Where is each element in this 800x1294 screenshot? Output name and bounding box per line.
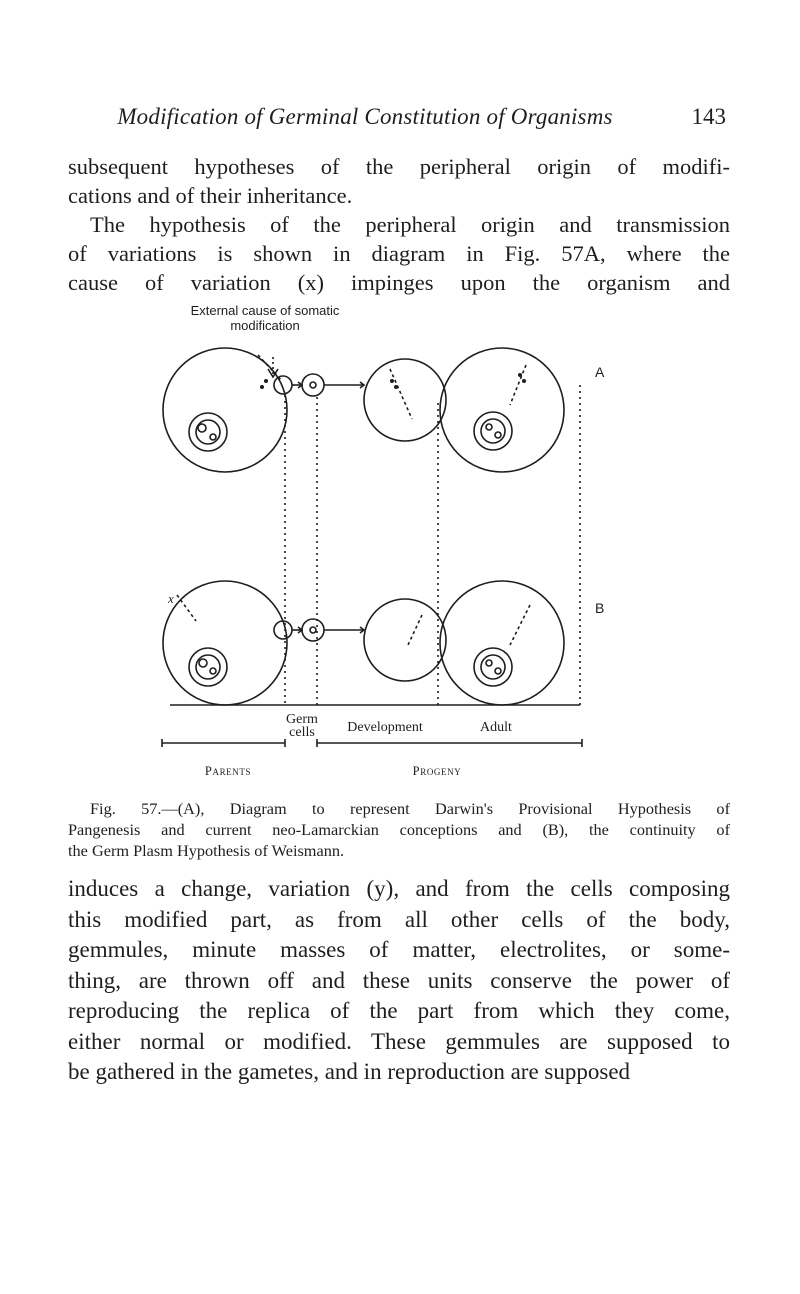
- adult-organism-b: [364, 599, 446, 681]
- caption-line: Pangenesis and current neo-Lamarckian conceptions and (B), the continuity of: [68, 820, 730, 839]
- gamete-cluster-icon: [189, 648, 227, 686]
- figure-caption: [68, 798, 730, 861]
- paragraph-line: subsequent hypotheses of the peripheral origin of modifi-: [68, 154, 730, 179]
- figure-diagram: [150, 285, 620, 780]
- germ-cell-a: [274, 376, 292, 394]
- label-a: A: [595, 364, 605, 380]
- germ-cell-b: [274, 621, 292, 639]
- developing-embryo-b: [302, 619, 324, 641]
- paragraph-1: [68, 152, 730, 210]
- gamete-cluster-icon: [189, 413, 227, 451]
- external-cause-label: External cause of somatic: [190, 303, 340, 318]
- paragraph-line: induces a change, variation (y), and from the cells composing: [68, 876, 730, 901]
- paragraph-3: [68, 874, 730, 1088]
- running-title: Modification of Germinal Constitution of Organisms: [117, 104, 613, 129]
- germ-cells-label: Germ: [286, 712, 318, 727]
- label-x: x: [168, 591, 174, 606]
- paragraph-line: cations and of their inheritance.: [68, 183, 353, 208]
- paragraph-line: this modified part, as from all other cells of the body,: [68, 906, 730, 932]
- parent-organism-a-left: [163, 348, 287, 472]
- running-head: [70, 104, 730, 138]
- paragraph-line: The hypothesis of the peripheral origin and transmission: [90, 212, 730, 237]
- germ-cells-label-2: cells: [289, 725, 315, 740]
- paragraph-line: of variations is shown in diagram in Fig. 57A, where the: [68, 241, 730, 266]
- paragraph-line: either normal or modified. These gemmules are supposed to: [68, 1028, 730, 1054]
- gamete-cluster-icon: [474, 412, 512, 450]
- external-cause-label-2: modification: [230, 318, 300, 333]
- parents-label: Parents: [204, 764, 252, 778]
- gamete-cluster-icon: [474, 648, 512, 686]
- parent-organism-a-right: [440, 348, 564, 472]
- parent-organism-b-left: [163, 581, 287, 705]
- paragraph-line: be gathered in the gametes, and in reproduction are supposed: [68, 1059, 631, 1084]
- caption-line: Fig. 57.—(A), Diagram to represent Darwin's Provisional Hypothesis of: [90, 799, 730, 818]
- paragraph-line: cause of variation (x) impinges upon the organism and: [68, 270, 730, 295]
- parent-organism-b-right: [440, 581, 564, 705]
- adult-label: Adult: [480, 720, 512, 735]
- caption-line: the Germ Plasm Hypothesis of Weismann.: [68, 841, 345, 860]
- page-number: 143: [691, 104, 726, 129]
- paragraph-2: [68, 210, 730, 297]
- paragraph-line: reproducing the replica of the part from which they come,: [68, 998, 730, 1023]
- label-b: B: [595, 600, 605, 616]
- paragraph-line: thing, are thrown off and these units conserve the power of: [68, 967, 730, 993]
- paragraph-line: gemmules, minute masses of matter, electrolites, or some-: [68, 937, 730, 962]
- development-label: Development: [347, 720, 423, 735]
- progeny-label: Progeny: [412, 764, 462, 778]
- developing-embryo-a: [302, 374, 324, 396]
- adult-organism-a: [364, 359, 446, 441]
